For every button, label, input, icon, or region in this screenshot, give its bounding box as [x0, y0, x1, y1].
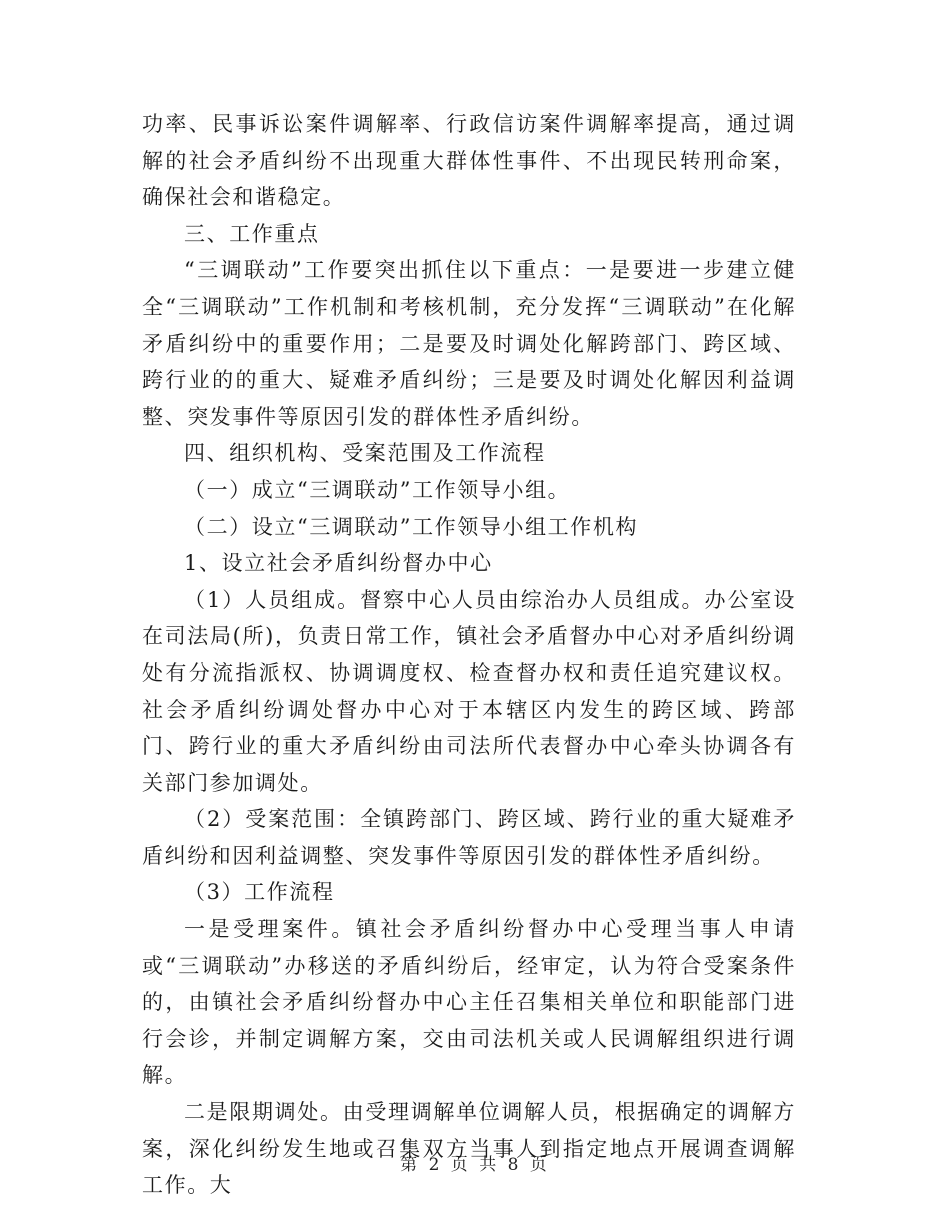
subheading-workflow: （3）工作流程 [184, 880, 335, 905]
section-heading-organization: 四、组织机构、受案范围及工作流程 [184, 441, 546, 466]
paragraph-work-focus: “三调联动”工作要突出抓住以下重点：一是要进一步建立健全“三调联动”工作机制和考核机制，充分发挥“三调联动”在化解矛盾纠纷中的重要作用；二是要及时调处化解跨部门、跨区域、跨行业的的重大、疑难矛盾纠纷；三是要及时调处化解因利益调整、突发事件等原因引发的群体性矛盾纠纷。 [142, 258, 796, 429]
paragraph-case-scope: （2）受案范围：全镇跨部门、跨区域、跨行业的重大疑难矛盾纠纷和因利益调整、突发事件等原因引发的群体性矛盾纠纷。 [142, 807, 796, 868]
subheading-leading-group: （一）成立“三调联动”工作领导小组。 [184, 477, 571, 502]
paragraph-accept-cases: 一是受理案件。镇社会矛盾纠纷督办中心受理当事人申请或“三调联动”办移送的矛盾纠纷后，经审定，认为符合受案条件的，由镇社会矛盾纠纷督办中心主任召集相关单位和职能部门进行会诊，并制定调解方案，交由司法机关或人民调解组织进行调解。 [142, 917, 796, 1088]
document-body [142, 106, 796, 1204]
paragraph-staffing: （1）人员组成。督察中心人员由综治办人员组成。办公室设在司法局(所)，负责日常工作，镇社会矛盾督办中心对矛盾纠纷调处有分流指派权、协调调度权、检查督办权和责任追究建议权。社会矛盾纠纷调处督办中心对于本辖区内发生的跨区域、跨部门、跨行业的重大矛盾纠纷由司法所代表督办中心牵头协调各有关部门参加调处。 [142, 587, 796, 795]
subheading-working-body: （二）设立“三调联动”工作领导小组工作机构 [184, 514, 639, 539]
subheading-supervision-center: 1、设立社会矛盾纠纷督办中心 [184, 551, 493, 576]
page-number-footer: 第 2 页 共 8 页 [400, 1155, 550, 1175]
paragraph-continuation: 功率、民事诉讼案件调解率、行政信访案件调解率提高，通过调解的社会矛盾纠纷不出现重大群体性事件、不出现民转刑命案，确保社会和谐稳定。 [142, 112, 796, 210]
paragraph-deadline-mediation: 二是限期调处。由受理调解单位调解人员，根据确定的调解方案，深化纠纷发生地或召集双方当事人到指定地点开展调查调解工作。大 [142, 1100, 796, 1198]
section-heading-work-focus: 三、工作重点 [184, 221, 320, 246]
